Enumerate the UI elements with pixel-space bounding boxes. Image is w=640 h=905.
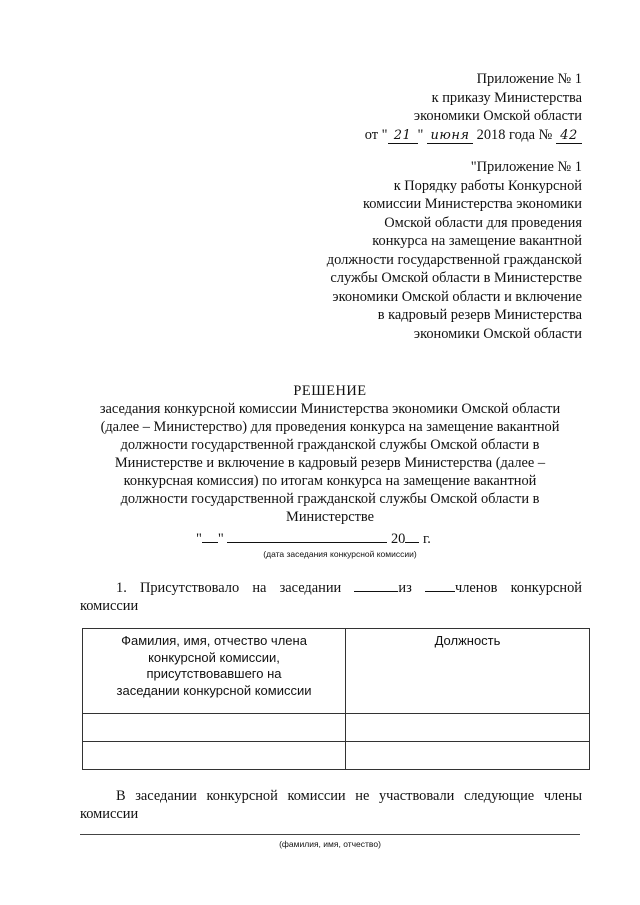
order-number-handwritten: 42 <box>556 129 582 144</box>
order-date-prefix: от " <box>364 126 388 143</box>
attendance-paragraph <box>80 579 582 615</box>
decision-subtitle-line: должности государственной гражданской службы Омской области в <box>120 437 540 453</box>
procedure-appendix-header <box>327 158 582 343</box>
table-row <box>83 742 590 770</box>
procedure-appendix-line: к Порядку работы Конкурсной <box>393 177 582 194</box>
decision-heading <box>70 382 590 526</box>
date-open-quote: " <box>196 531 202 547</box>
order-day-handwritten: 21 <box>388 129 418 144</box>
table-cell-position[interactable] <box>346 742 590 770</box>
procedure-appendix-line: "Приложение № 1 <box>470 159 582 175</box>
order-month-handwritten: июня <box>427 129 473 144</box>
procedure-appendix-line: в кадровый резерв Министерства <box>377 307 582 323</box>
procedure-appendix-line: конкурса на замещение вакантной <box>372 233 582 249</box>
order-appendix-line: к приказу Министерства <box>431 89 582 106</box>
year-blank[interactable] <box>405 530 419 543</box>
table-cell-name[interactable] <box>83 742 346 770</box>
decision-subtitle-line: (далее – Министерство) для проведения конкурса на замещение вакантной <box>100 419 560 435</box>
order-date-line <box>365 126 582 145</box>
attendance-text-3: членов конкурсной комиссии <box>80 580 582 614</box>
total-count-blank[interactable] <box>425 579 455 592</box>
order-appendix-line: Приложение № 1 <box>476 71 582 87</box>
table-cell-position[interactable] <box>346 714 590 742</box>
procedure-appendix-line: службы Омской области в Министерстве <box>330 270 582 286</box>
decision-subtitle-line: конкурсная комиссия) по итогам конкурса на замещение вакантной <box>123 473 537 489</box>
absent-members-paragraph <box>80 788 582 823</box>
procedure-appendix-line: Омской области для проведения <box>384 214 582 231</box>
full-name-caption: (фамилия, имя, отчество) <box>279 839 381 849</box>
order-year-text: 2018 года № <box>476 126 553 143</box>
decision-title: РЕШЕНИЕ <box>293 383 367 399</box>
order-appendix-line: экономики Омской области <box>413 108 582 124</box>
table-cell-name[interactable] <box>83 714 346 742</box>
order-appendix-header <box>365 70 582 144</box>
date-year-suffix: г. <box>422 531 431 547</box>
absent-members-line[interactable] <box>80 834 580 835</box>
attendance-text-2: из <box>398 580 412 596</box>
header-full-name <box>83 629 346 714</box>
decision-subtitle-line: Министерстве и включение в кадровый резерв Министерства (далее – <box>114 455 546 471</box>
order-date-quote: " <box>417 126 424 143</box>
decision-subtitle-line: Министерстве <box>286 509 374 525</box>
table-header-row <box>83 629 590 714</box>
decision-subtitle-line: заседания конкурсной комиссии Министерства экономики Омской области <box>99 401 561 417</box>
day-blank[interactable] <box>202 530 218 543</box>
members-table <box>82 628 590 770</box>
date-caption: (дата заседания конкурсной комиссии) <box>263 549 417 559</box>
attended-count-blank[interactable] <box>354 579 398 592</box>
month-blank[interactable] <box>227 530 387 543</box>
absent-members-text: В заседании конкурсной комиссии не участвовали следующие члены комиссии <box>80 788 582 822</box>
header-position: Должность <box>346 629 590 714</box>
procedure-appendix-line: комиссии Министерства экономики <box>363 196 582 212</box>
procedure-appendix-line: экономики Омской области <box>413 325 582 342</box>
attendance-text-1: 1. Присутствовало на заседании <box>116 580 342 596</box>
decision-subtitle-line: должности государственной гражданской службы Омской области в <box>120 491 540 507</box>
date-close-quote: " <box>217 531 224 547</box>
meeting-date-line <box>196 530 431 548</box>
date-year-prefix: 20 <box>390 531 406 547</box>
table-row <box>83 714 590 742</box>
procedure-appendix-line: должности государственной гражданской <box>326 251 582 268</box>
procedure-appendix-line: экономики Омской области и включение <box>332 288 582 305</box>
header-full-name-text: Фамилия, имя, отчество члена конкурсной комиссии, присутствовавшего на заседании конкурсной комиссии <box>116 633 312 698</box>
